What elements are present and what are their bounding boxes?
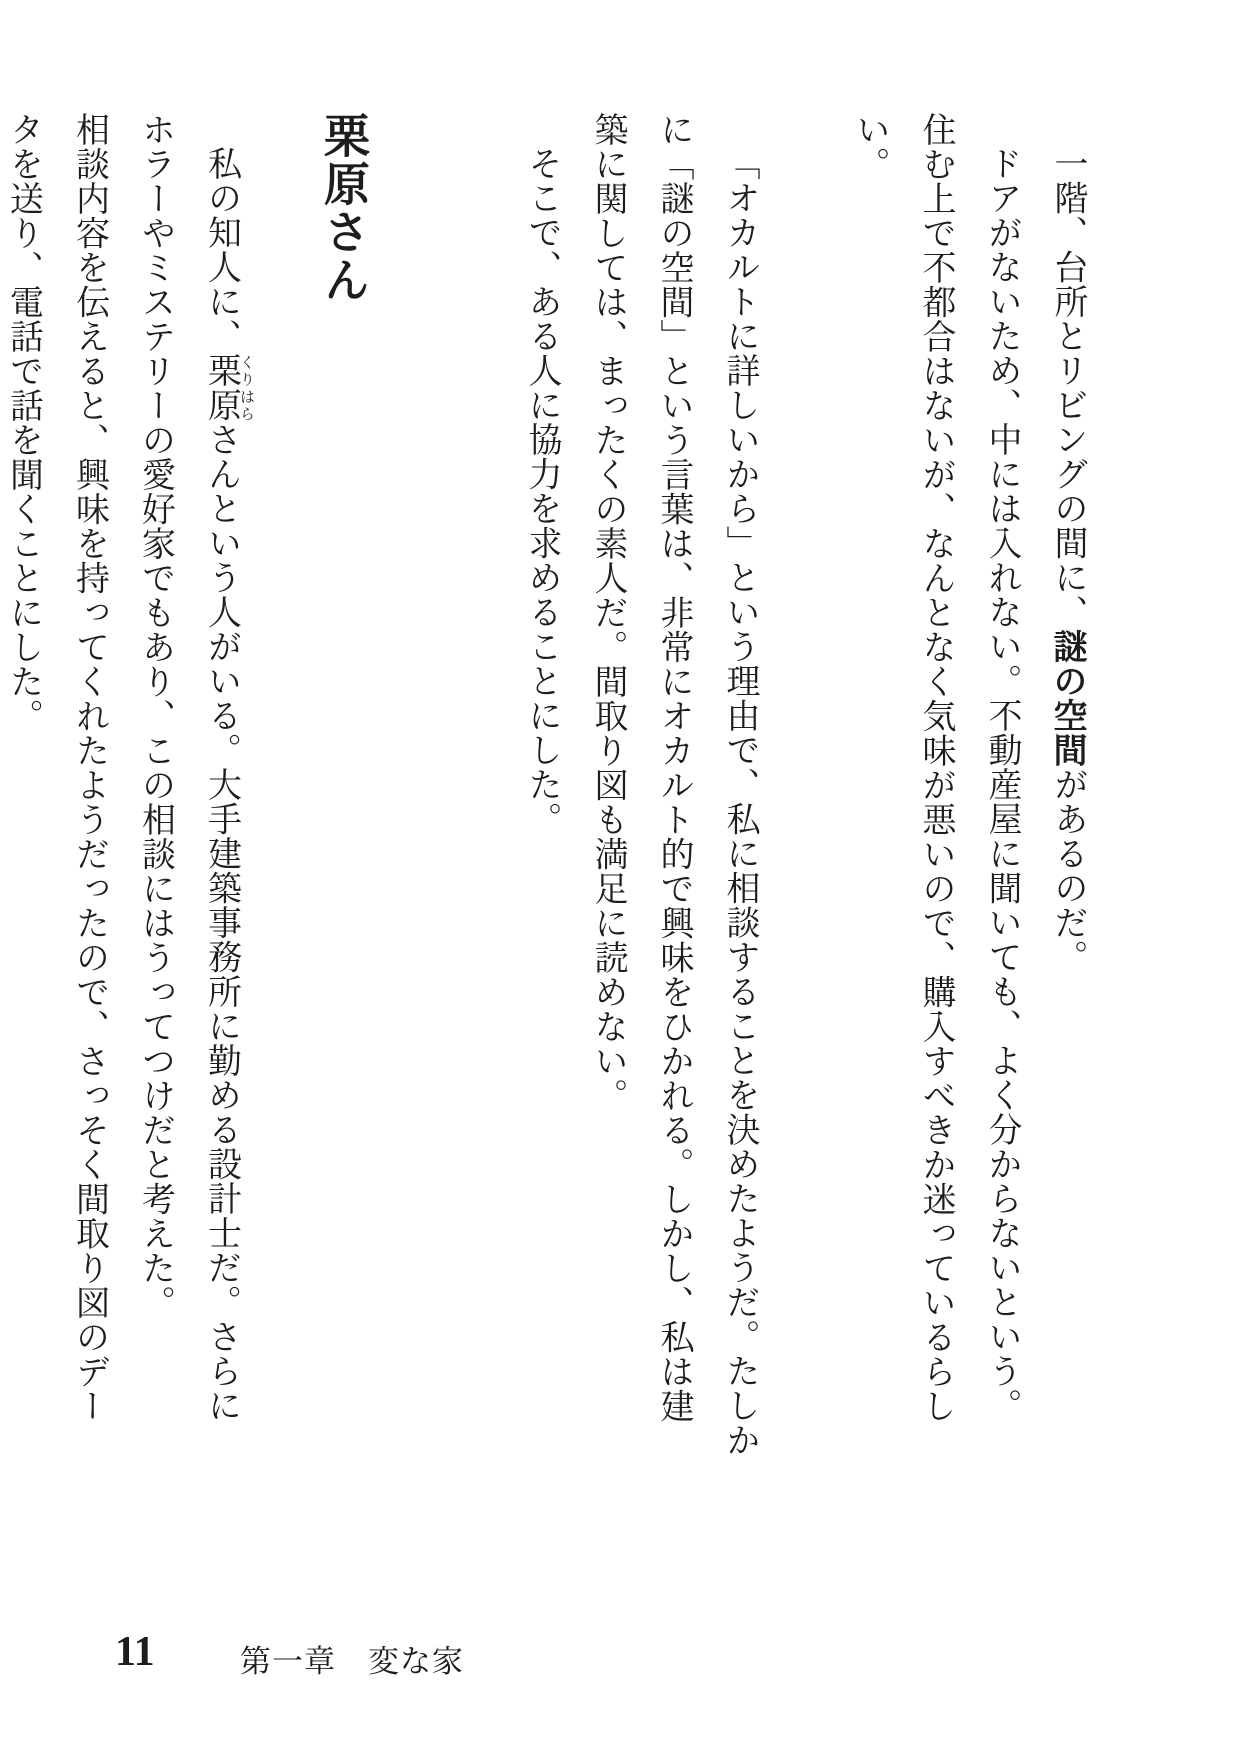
body-line — [1034, 112, 1100, 1482]
body-line: い。 — [851, 112, 888, 181]
body-line: そこで、ある人に協力を求めることにした。 — [523, 146, 560, 836]
body-line: に「謎の空間」という言葉は、非常にオカルト的で興味をひかれる。しかし、私は建 — [655, 112, 692, 1423]
body-line: ドアがないため、中には入れない。不動産屋に聞いても、よく分からないという。 — [983, 146, 1020, 1423]
body-line: 築に関しては、まったくの素人だ。間取り図も満足に読めない。 — [589, 112, 626, 1113]
body-text: 私の知人に、 — [202, 146, 240, 353]
page-footer — [0, 1628, 1240, 1688]
body-line: ホラーやミステリーの愛好家でもあり、この相談にはうってつけだと考えた。 — [136, 112, 174, 1320]
bold-term-mystery-space: 謎の空間 — [1048, 629, 1086, 767]
ruby-furigana: くりはら — [238, 353, 254, 422]
ruby-base: 栗原 — [202, 353, 240, 422]
body-line: 相談内容を伝えると、興味を持ってくれたようだったので、さっそく間取り図のデー — [70, 112, 108, 1423]
ruby-kurihara — [202, 353, 254, 422]
vertical-text-block — [0, 112, 1100, 1482]
body-line — [188, 112, 255, 1482]
section-heading-kurihara: 栗原さん — [318, 112, 370, 304]
page-number: 11 — [115, 1629, 155, 1675]
body-text: 一階、台所とリビングの間に、 — [1049, 146, 1086, 629]
body-line: 住む上で不都合はないが、なんとなく気味が悪いので、購入すべきか迷っているらし — [917, 112, 954, 1423]
body-line: タを送り、電話で話を聞くことにした。 — [4, 112, 42, 733]
body-text: があるのだ。 — [1049, 767, 1086, 974]
body-text: さんという人がいる。大手建築事務所に勤める設計士だ。さらに — [202, 422, 240, 1423]
body-line: 「オカルトに詳しいから」という理由で、私に相談することを決めたようだ。たしか — [721, 146, 758, 1457]
chapter-title: 第一章 変な家 — [240, 1644, 464, 1679]
